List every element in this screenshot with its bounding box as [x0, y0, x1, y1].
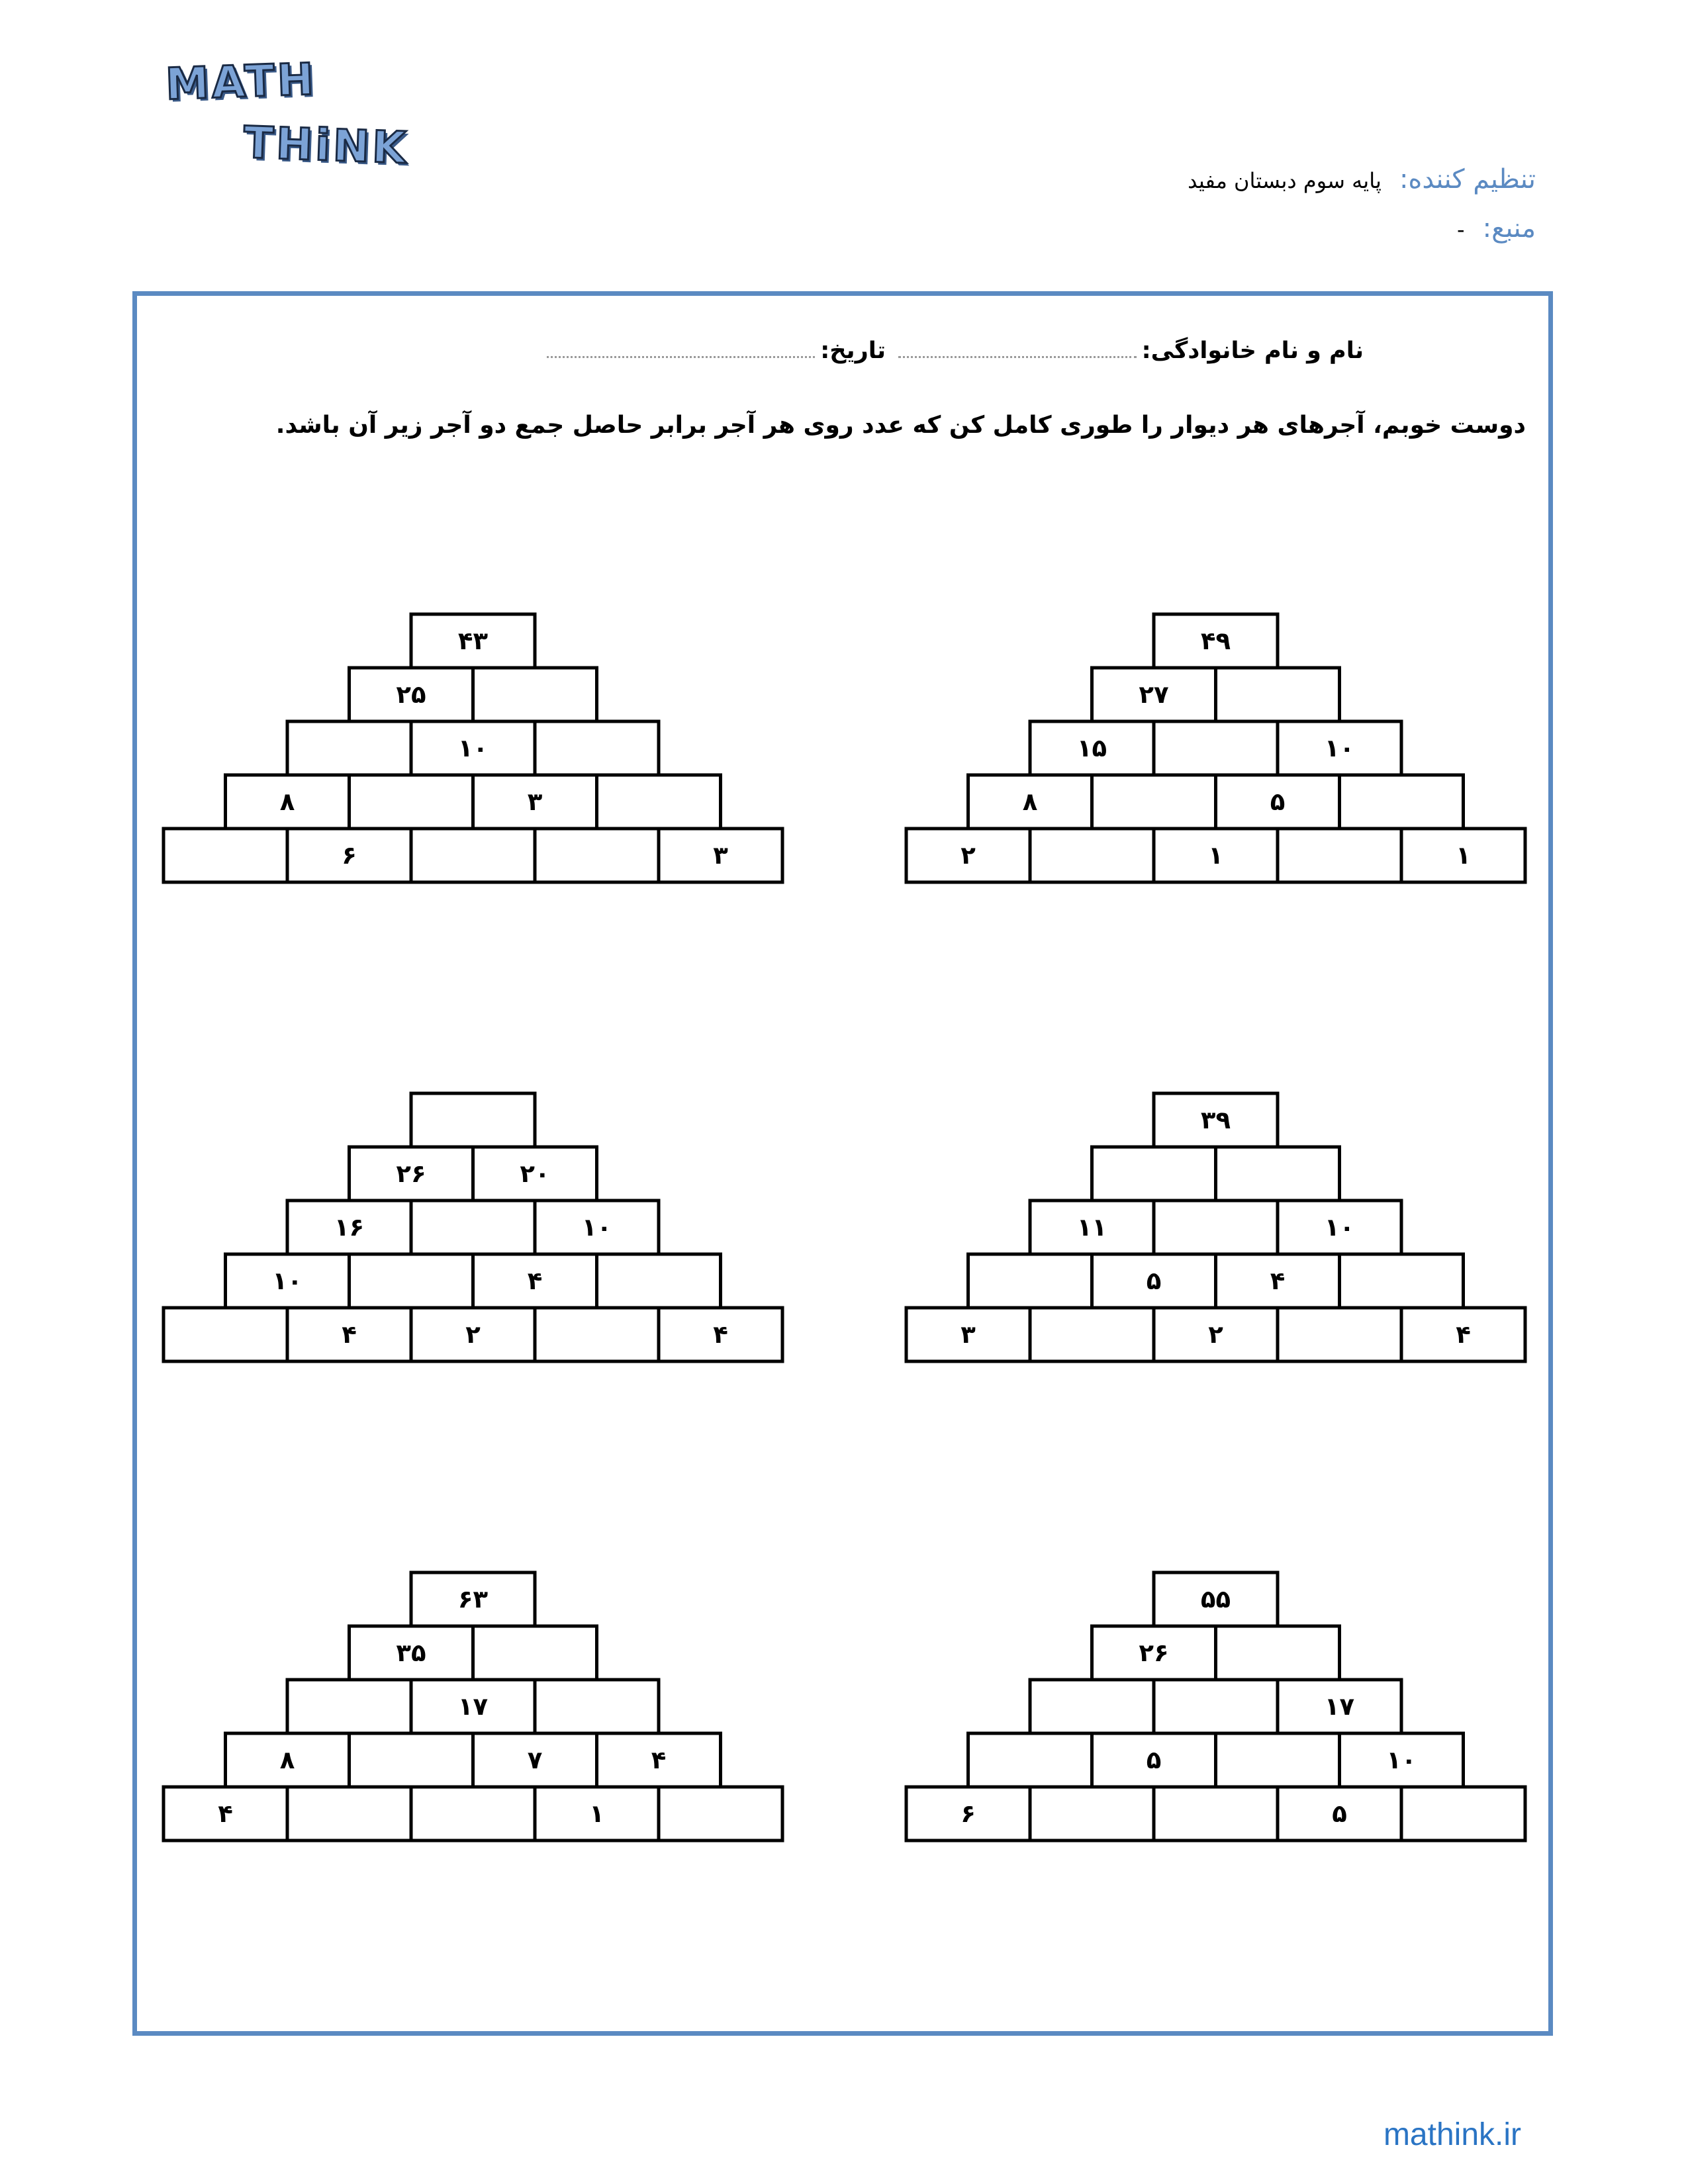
organizer-label: تنظیم کننده:: [1399, 164, 1536, 195]
brick-pyramid: [164, 614, 782, 882]
brick-blank[interactable]: [1092, 775, 1216, 829]
brick-value: ۱: [1208, 841, 1223, 870]
brick-value: ۴۹: [1200, 627, 1231, 655]
brick-blank[interactable]: [1154, 721, 1278, 775]
brick-blank[interactable]: [1154, 1680, 1278, 1733]
brick-value: ۱۵: [1076, 734, 1107, 762]
brick-value: ۱۷: [457, 1692, 489, 1721]
brick-blank[interactable]: [1092, 1147, 1216, 1201]
brick-blank[interactable]: [1340, 1254, 1464, 1308]
brick-blank[interactable]: [968, 1733, 1092, 1787]
brick-value: ۵: [1270, 788, 1286, 816]
brick-value: ۳: [961, 1320, 976, 1349]
brick-value: ۴: [342, 1320, 357, 1349]
organizer-value: پایه سوم دبستان مفید: [1188, 168, 1382, 193]
brick-value: ۲: [465, 1320, 481, 1349]
brick-value: ۵: [1146, 1267, 1162, 1295]
brick-blank[interactable]: [1216, 1626, 1340, 1680]
brick-blank[interactable]: [1216, 1147, 1340, 1201]
brick-blank[interactable]: [1154, 1201, 1278, 1254]
brick-blank[interactable]: [411, 1201, 535, 1254]
brick-pyramid: [906, 1093, 1525, 1361]
brick-blank[interactable]: [1216, 668, 1340, 721]
source-label: منبع:: [1482, 213, 1536, 244]
brick-value: ۲: [1208, 1320, 1223, 1349]
brick-blank[interactable]: [968, 1254, 1092, 1308]
brick-pyramid: [906, 614, 1525, 882]
brick-value: ۳: [527, 788, 543, 816]
brick-value: ۱: [1456, 841, 1471, 870]
brick-pyramid: [164, 1572, 782, 1841]
brick-value: ۴: [651, 1746, 667, 1774]
brick-blank[interactable]: [287, 721, 411, 775]
date-label: تاریخ:: [820, 338, 886, 364]
brick-pyramid: [906, 1572, 1525, 1841]
instructions-text: دوست خوبم، آجرهای هر دیوار را طوری کامل کن که عدد روی هر آجر برابر حاصل جمع دو آجر زیر آن باشد.: [275, 412, 1526, 439]
brick-blank[interactable]: [1030, 829, 1154, 882]
brick-value: ۱۰: [1324, 1213, 1355, 1242]
brick-value: ۱۰: [272, 1267, 303, 1295]
brick-blank[interactable]: [1030, 1787, 1154, 1841]
brick-blank[interactable]: [1030, 1308, 1154, 1361]
brick-blank[interactable]: [535, 721, 659, 775]
brick-blank[interactable]: [1154, 1787, 1278, 1841]
brick-value: ۴: [1270, 1267, 1286, 1295]
brick-blank[interactable]: [350, 1733, 473, 1787]
brick-blank[interactable]: [1278, 1308, 1401, 1361]
logo-text-math: MATH: [164, 54, 318, 110]
brick-blank[interactable]: [164, 829, 287, 882]
brick-blank[interactable]: [597, 1254, 721, 1308]
brick-value: ۱۱: [1076, 1213, 1107, 1242]
brick-value: ۵: [1332, 1799, 1347, 1828]
brick-blank[interactable]: [1401, 1787, 1525, 1841]
brick-value: ۷: [527, 1746, 543, 1774]
brick-blank[interactable]: [287, 1680, 411, 1733]
brick-blank[interactable]: [535, 1308, 659, 1361]
name-label: نام و نام خانوادگی:: [1141, 338, 1364, 364]
brick-value: ۳۹: [1200, 1106, 1231, 1134]
brick-blank[interactable]: [1340, 775, 1464, 829]
brick-blank[interactable]: [473, 1626, 597, 1680]
brick-pyramid: [164, 1093, 782, 1361]
brick-value: ۲: [961, 841, 976, 870]
brick-value: ۳۵: [396, 1639, 426, 1667]
brick-value: ۸: [279, 788, 295, 816]
brick-value: ۸: [1022, 788, 1038, 816]
brick-value: ۶: [342, 841, 357, 870]
brick-value: ۱۷: [1324, 1692, 1355, 1721]
brick-value: ۲۶: [1139, 1639, 1169, 1667]
brick-value: ۱۰: [581, 1213, 612, 1242]
brick-value: ۱۰: [1324, 734, 1355, 762]
brick-value: ۱۰: [457, 734, 489, 762]
brick-value: ۱۰: [1386, 1746, 1417, 1774]
brick-value: ۴: [218, 1799, 233, 1828]
brick-blank[interactable]: [1216, 1733, 1340, 1787]
source-value: -: [1457, 217, 1465, 242]
brick-blank[interactable]: [1278, 829, 1401, 882]
brick-blank[interactable]: [164, 1308, 287, 1361]
footer-url[interactable]: mathink.ir: [1383, 2117, 1521, 2152]
logo-text-think: THiNK: [242, 116, 410, 174]
brick-blank[interactable]: [411, 1093, 535, 1147]
brick-blank[interactable]: [411, 829, 535, 882]
brick-value: ۲۰: [520, 1160, 550, 1188]
brick-value: ۵: [1146, 1746, 1162, 1774]
brick-blank[interactable]: [350, 1254, 473, 1308]
brick-value: ۴: [527, 1267, 543, 1295]
brick-blank[interactable]: [597, 775, 721, 829]
brick-blank[interactable]: [411, 1787, 535, 1841]
brick-value: ۲۷: [1139, 680, 1169, 709]
brick-value: ۴۳: [457, 627, 489, 655]
brick-blank[interactable]: [535, 829, 659, 882]
brick-value: ۶: [961, 1799, 976, 1828]
brick-value: ۲۵: [396, 680, 426, 709]
brick-blank[interactable]: [659, 1787, 782, 1841]
brick-value: ۱۶: [334, 1213, 365, 1242]
brick-value: ۶۳: [457, 1585, 489, 1614]
brick-value: ۴: [1456, 1320, 1471, 1349]
brick-blank[interactable]: [535, 1680, 659, 1733]
brick-blank[interactable]: [287, 1787, 411, 1841]
brick-value: ۵۵: [1200, 1585, 1231, 1614]
brick-value: ۲۶: [396, 1160, 426, 1188]
brick-blank[interactable]: [350, 775, 473, 829]
brick-blank[interactable]: [473, 668, 597, 721]
brick-value: ۴: [713, 1320, 728, 1349]
brick-value: ۸: [279, 1746, 295, 1774]
brick-blank[interactable]: [1030, 1680, 1154, 1733]
brick-value: ۳: [713, 841, 728, 870]
brick-value: ۱: [589, 1799, 604, 1828]
